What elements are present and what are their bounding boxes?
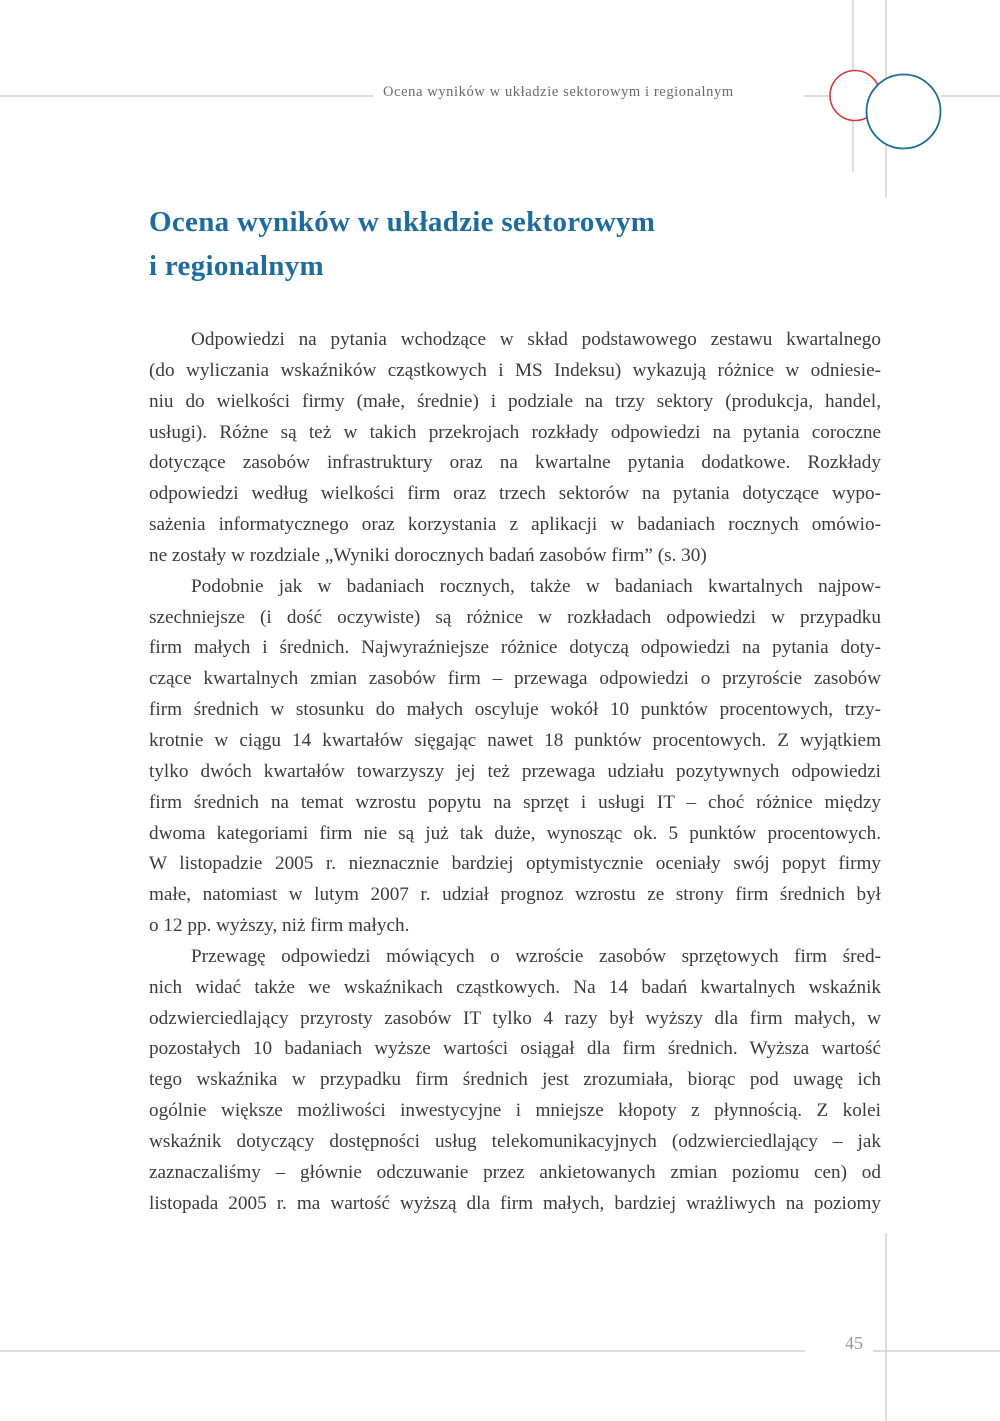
paragraph-2 [149, 572, 881, 942]
text-line: pozostałych 10 badaniach wyższe wartości osiągał dla firm średnich. Wyższa wartość [149, 1038, 881, 1060]
text-line: tylko dwóch kwartałów towarzyszy jej też przewaga udziału pozytywnych odpowiedzi [149, 760, 881, 782]
text-line: małe, natomiast w lutym 2007 r. udział prognoz wzrostu ze strony firm średnich był [149, 884, 881, 906]
text-line: (do wyliczania wskaźników cząstkowych i MS Indeksu) wykazują różnice w odniesie- [149, 359, 881, 381]
text-line: odzwierciedlający przyrosty zasobów IT tylko 4 razy był wyższy dla firm małych, w [149, 1007, 881, 1029]
text-line: szechniejsze (i dość oczywiste) są różnice w rozkładach odpowiedzi w przypadku [149, 606, 881, 628]
text-line: Podobnie jak w badaniach rocznych, także w badaniach kwartalnych najpow- [191, 575, 881, 597]
text-line: W listopadzie 2005 r. nieznacznie bardziej optymistycznie oceniały swój popyt firmy [149, 853, 881, 875]
text-line: usługi). Różne są też w takich przekrojach rozkłady odpowiedzi na pytania coroczne [149, 421, 881, 443]
text-line: czące kwartalnych zmian zasobów firm – przewaga odpowiedzi o przyroście zasobów [149, 668, 881, 690]
section-title-line-2: i regionalnym [149, 250, 324, 282]
text-line: niu do wielkości firmy (małe, średnie) i podziale na trzy sektory (produkcja, handel, [149, 390, 881, 412]
text-line: firm małych i średnich. Najwyraźniejsze różnice dotyczą odpowiedzi na pytania doty- [149, 637, 881, 659]
text-line: dwoma kategoriami firm nie są już tak duże, wynosząc ok. 5 punktów procentowych. [149, 822, 881, 844]
section-title [149, 200, 655, 288]
text-line: ogólnie większe możliwości inwestycyjne i mniejsze kłopoty z płynnością. Z kolei [149, 1100, 881, 1122]
text-line: nich widać także we wskaźnikach cząstkowych. Na 14 badań kwartalnych wskaźnik [149, 976, 881, 998]
running-head: Ocena wyników w układzie sektorowym i regionalnym [383, 84, 734, 100]
text-line: firm średnich w stosunku do małych oscyluje wokół 10 punktów procentowych, trzy- [149, 699, 881, 721]
text-line: sażenia informatycznego oraz korzystania z aplikacji w badaniach rocznych omówio- [149, 514, 881, 536]
text-line: ne zostały w rozdziale „Wyniki dorocznych badań zasobów firm” (s. 30) [149, 544, 707, 566]
paragraph-3 [149, 942, 881, 1220]
text-line: firm średnich na temat wzrostu popytu na sprzęt i usługi IT – choć różnice między [149, 791, 881, 813]
page-number: 45 [845, 1333, 863, 1353]
text-line: zaznaczaliśmy – głównie odczuwanie przez ankietowanych zmian poziomu cen) od [149, 1161, 881, 1183]
text-line: krotnie w ciągu 14 kwartałów sięgając nawet 18 punktów procentowych. Z wyjątkiem [149, 729, 881, 751]
text-line: odpowiedzi według wielkości firm oraz trzech sektorów na pytania dotyczące wypo- [149, 483, 881, 505]
text-line: Przewagę odpowiedzi mówiących o wzroście zasobów sprzętowych firm śred- [191, 945, 881, 967]
body-text [149, 325, 881, 1219]
blue-circle-icon [867, 75, 941, 149]
text-line: o 12 pp. wyższy, niż firm małych. [149, 915, 410, 937]
text-line: tego wskaźnika w przypadku firm średnich jest zrozumiała, biorąc pod uwagę ich [149, 1069, 881, 1091]
text-line: dotyczące zasobów infrastruktury oraz na kwartalne pytania dodatkowe. Rozkłady [149, 452, 881, 474]
text-line: wskaźnik dotyczący dostępności usług telekomunikacyjnych (odzwierciedlający – jak [149, 1130, 881, 1152]
paragraph-1 [149, 325, 881, 572]
section-title-line-1: Ocena wyników w układzie sektorowym [149, 206, 656, 238]
text-line: Odpowiedzi na pytania wchodzące w skład podstawowego zestawu kwartalnego [191, 329, 881, 350]
text-line: listopada 2005 r. ma wartość wyższą dla firm małych, bardziej wrażliwych na poziomy [149, 1192, 881, 1214]
